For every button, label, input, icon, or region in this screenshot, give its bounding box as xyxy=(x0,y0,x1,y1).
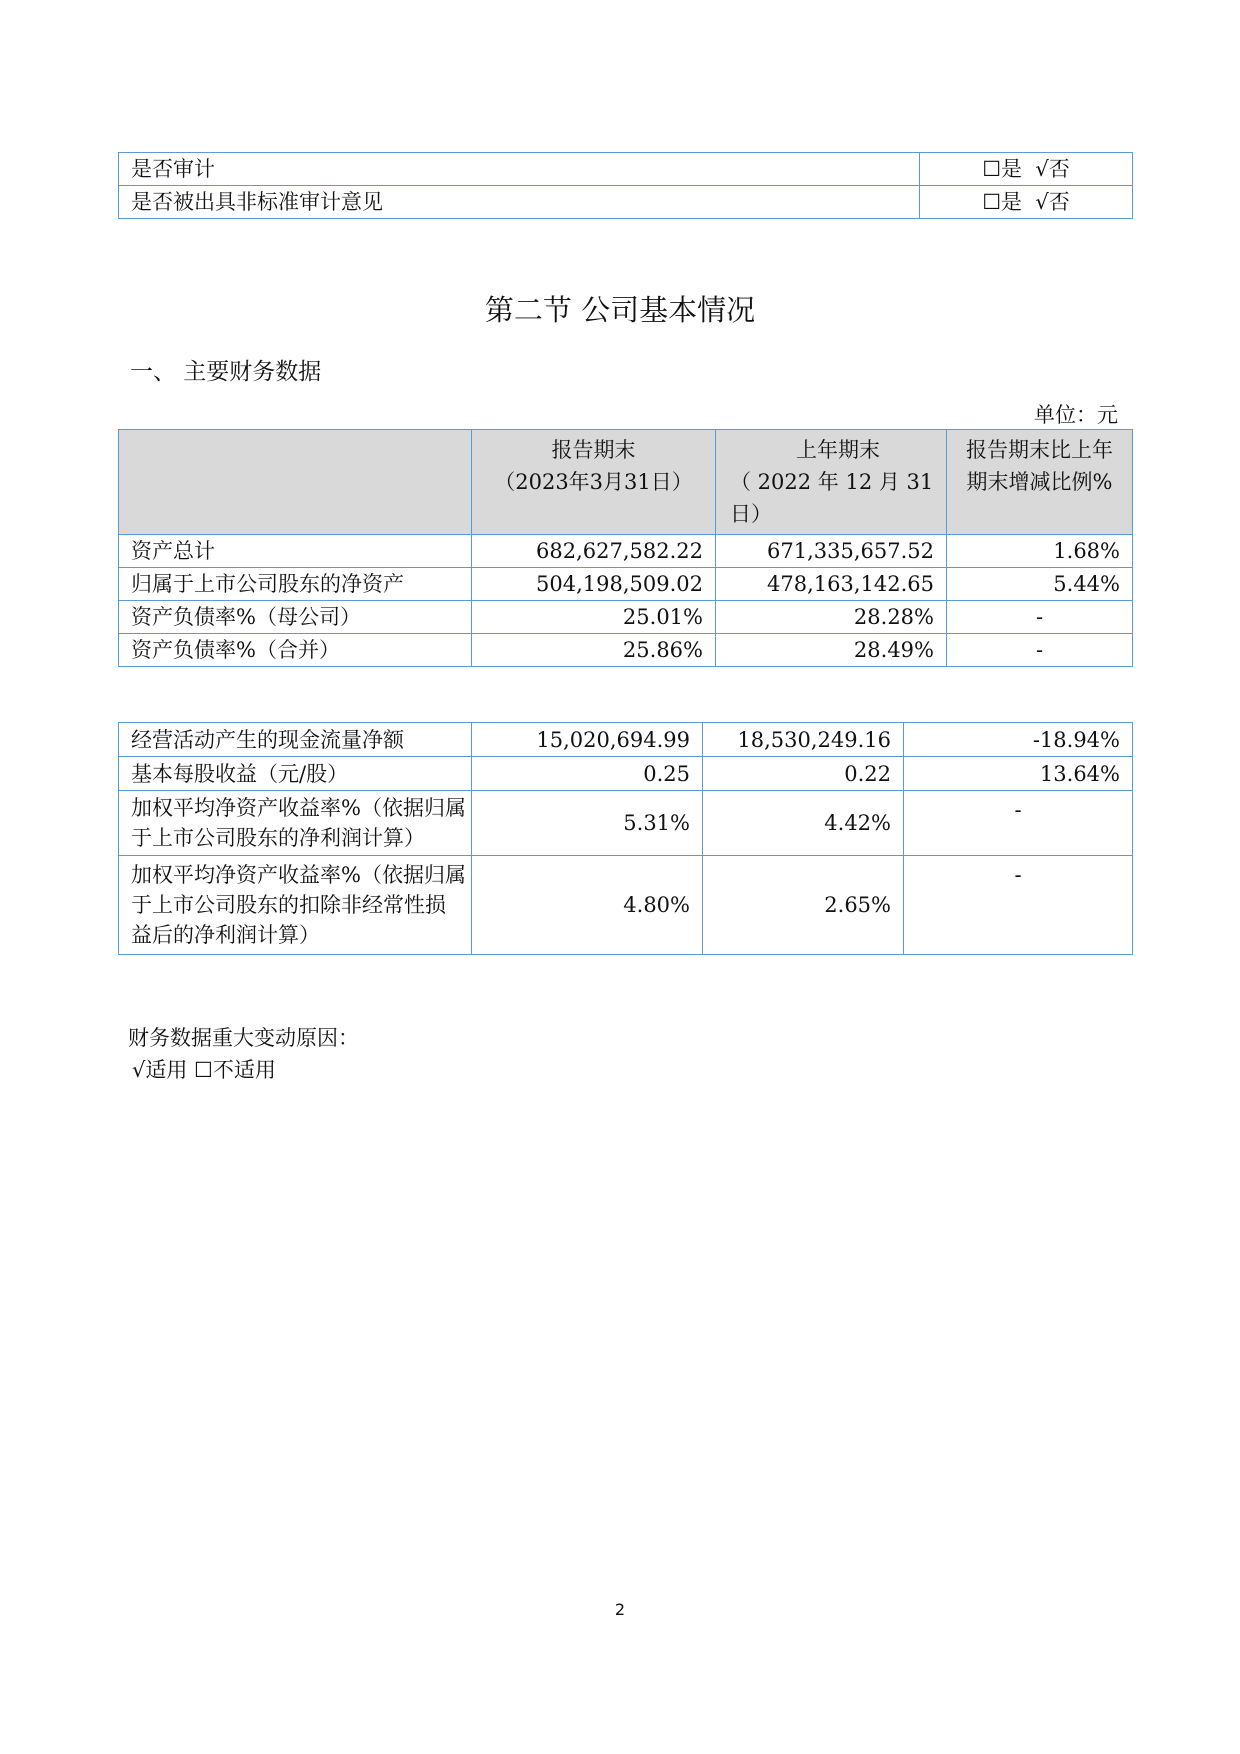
cell-change: - xyxy=(947,601,1133,634)
cell-change: - xyxy=(904,856,1133,955)
row-label-line2: 于上市公司股东的扣除非经常性损 xyxy=(131,893,446,917)
header-change-line1: 报告期末比上年 xyxy=(966,438,1113,462)
row-label-line2: 于上市公司股东的净利润计算） xyxy=(131,826,425,850)
row-label: 资产总计 xyxy=(119,535,472,568)
cell-current: 25.01% xyxy=(472,601,716,634)
table-header-row xyxy=(119,430,1133,535)
row-label xyxy=(119,791,472,856)
header-previous-line1: 上年期末 xyxy=(796,438,880,462)
header-previous-period xyxy=(716,430,947,535)
cell-current: 4.80% xyxy=(472,856,703,955)
table-row xyxy=(119,634,1133,667)
cell-current: 25.86% xyxy=(472,634,716,667)
audit-label: 是否审计 xyxy=(119,153,920,186)
row-label xyxy=(119,856,472,955)
subsection-title: 一、 主要财务数据 xyxy=(130,359,322,385)
header-change-line2: 期末增减比例% xyxy=(966,470,1113,494)
cell-change: -18.94% xyxy=(904,723,1133,757)
header-previous-line2: （ 2022 年 12 月 31 xyxy=(730,470,934,494)
cell-change: 13.64% xyxy=(904,757,1133,791)
page-number: 2 xyxy=(614,1600,626,1619)
audit-opinion-label: 是否被出具非标准审计意见 xyxy=(119,186,920,219)
header-current-line2: （2023年3月31日） xyxy=(494,470,693,494)
cell-previous: 4.42% xyxy=(703,791,904,856)
cell-previous: 18,530,249.16 xyxy=(703,723,904,757)
header-change-ratio xyxy=(947,430,1133,535)
unit-label: 单位：元 xyxy=(1034,403,1118,427)
cell-previous: 0.22 xyxy=(703,757,904,791)
section-title: 第二节 公司基本情况 xyxy=(484,293,756,327)
row-label: 归属于上市公司股东的净资产 xyxy=(119,568,472,601)
cell-previous: 28.49% xyxy=(716,634,947,667)
cell-current: 0.25 xyxy=(472,757,703,791)
cell-change: 1.68% xyxy=(947,535,1133,568)
financial-table-balance xyxy=(118,429,1133,667)
cell-current: 504,198,509.02 xyxy=(472,568,716,601)
table-row xyxy=(119,601,1133,634)
table-row xyxy=(119,186,1133,219)
table-row xyxy=(119,757,1133,791)
cell-change: - xyxy=(947,634,1133,667)
row-label-line1: 加权平均净资产收益率%（依据归属 xyxy=(131,863,466,887)
row-label-line1: 加权平均净资产收益率%（依据归属 xyxy=(131,796,466,820)
cell-previous: 478,163,142.65 xyxy=(716,568,947,601)
table-row xyxy=(119,856,1133,955)
header-current-line1: 报告期末 xyxy=(551,438,636,462)
row-label: 资产负债率%（母公司） xyxy=(119,601,472,634)
header-previous-line3: 日） xyxy=(730,502,772,526)
cell-previous: 2.65% xyxy=(703,856,904,955)
cell-current: 682,627,582.22 xyxy=(472,535,716,568)
audit-table xyxy=(118,152,1133,219)
cell-previous: 28.28% xyxy=(716,601,947,634)
header-current-period xyxy=(472,430,716,535)
table-row xyxy=(119,568,1133,601)
row-label-line3: 益后的净利润计算） xyxy=(131,923,320,947)
row-label: 基本每股收益（元/股） xyxy=(119,757,472,791)
table-row xyxy=(119,723,1133,757)
row-label: 经营活动产生的现金流量净额 xyxy=(119,723,472,757)
audit-opinion-choice: ☐是 √否 xyxy=(920,186,1133,219)
applicability-choice: √适用 ☐不适用 xyxy=(132,1058,276,1082)
cell-current: 15,020,694.99 xyxy=(472,723,703,757)
row-label: 资产负债率%（合并） xyxy=(119,634,472,667)
table-row xyxy=(119,153,1133,186)
change-reason-label: 财务数据重大变动原因： xyxy=(128,1026,359,1050)
cell-previous: 671,335,657.52 xyxy=(716,535,947,568)
audit-choice: ☐是 √否 xyxy=(920,153,1133,186)
cell-current: 5.31% xyxy=(472,791,703,856)
header-empty-cell xyxy=(119,430,472,535)
cell-change: - xyxy=(904,791,1133,856)
table-row xyxy=(119,535,1133,568)
table-row xyxy=(119,791,1133,856)
cell-change: 5.44% xyxy=(947,568,1133,601)
financial-table-income xyxy=(118,722,1133,955)
